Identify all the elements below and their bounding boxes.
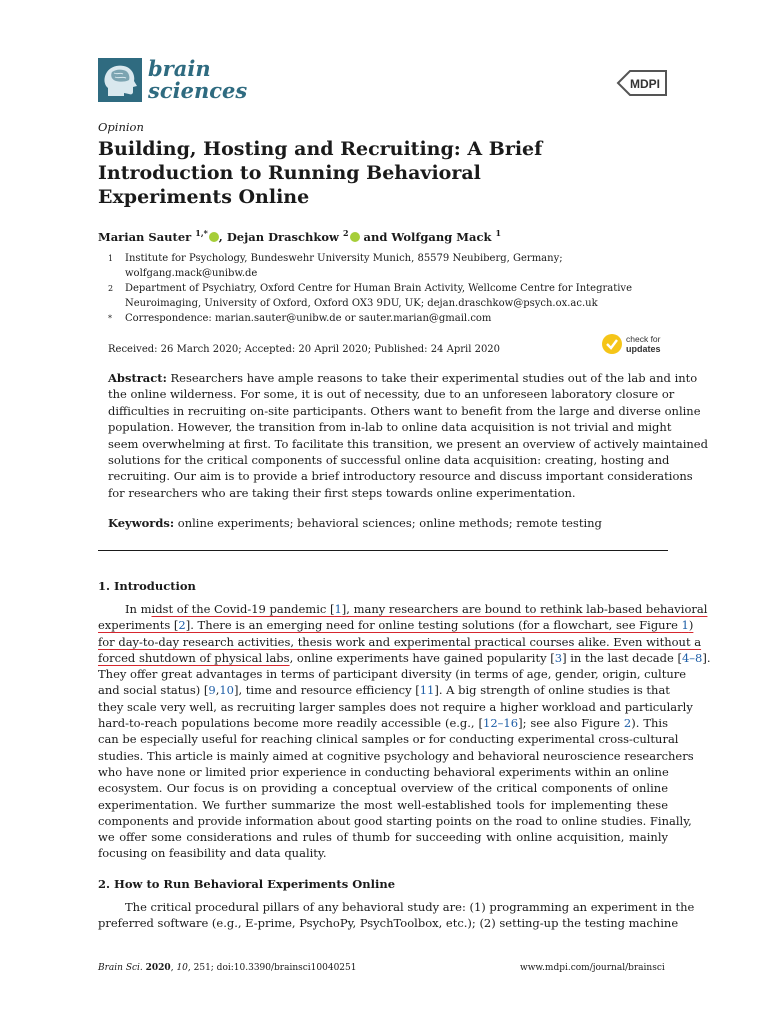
abstract-text: solutions for the critical components of successful online data acquisition: creating, hosting and <box>108 453 670 468</box>
body-text: experimentation. We further summarize the most well-established tools for implementing these <box>98 797 668 812</box>
body-text: The critical procedural pillars of any behavioral study are: (1) programming an experiment in the <box>125 900 695 914</box>
abstract-text: the online wilderness. For some, it is out of necessity, due to an unforeseen laboratory closure or <box>108 387 675 402</box>
body-text: In m <box>125 602 152 616</box>
body-line <box>98 731 679 747</box>
keywords-label: Keywords: <box>108 516 175 530</box>
citation-link[interactable]: 12–16 <box>483 716 519 731</box>
abstract-text: population. However, the transition from in-lab to online data acquisition is not trivial and might <box>108 420 672 435</box>
body-line <box>98 797 668 813</box>
abstract-text: for researchers who are taking their first steps towards online experimentation. <box>108 485 576 500</box>
affiliation-item <box>108 251 668 281</box>
citation-link[interactable]: 2 <box>623 716 632 731</box>
citation-link[interactable]: 3 <box>554 650 563 665</box>
author-name[interactable]: Wolfgang Mack <box>391 229 492 244</box>
check-line1: check for <box>626 334 661 344</box>
body-text: preferred software (e.g., E-prime, PsychoPy, PsychToolbox, etc.); (2) setting-up the testing machine <box>98 916 679 931</box>
affiliation-text: Department of Psychiatry, Oxford Centre for Human Brain Activity, Wellcome Centre for Integrative Neuroimaging, University of Oxford, Oxford OX3 9DU, UK; dejan.draschkow@psych.ox.ac.uk <box>125 283 632 309</box>
body-text: ]. There is an emerging need for online testing solutions (for a flowchart, see Figure <box>185 618 682 633</box>
author-separator: and <box>359 229 392 244</box>
body-text: ). This <box>631 716 668 731</box>
journal-name <box>148 58 247 102</box>
author-separator: , <box>218 229 227 244</box>
body-text: ] in the last decade [ <box>562 650 682 665</box>
body-text: components and provide information about good starting points on the road to online studies. Finally, <box>98 813 692 828</box>
section2-body <box>98 899 695 932</box>
body-text: ], time and resource efficiency [ <box>233 683 420 698</box>
body-text: ]; see also Figure <box>518 716 624 731</box>
body-line <box>98 699 693 715</box>
body-line <box>98 915 679 931</box>
body-text: ) <box>688 618 694 633</box>
citation-link[interactable]: 9 <box>208 683 216 698</box>
abstract-line <box>108 436 708 452</box>
affiliation-item <box>108 281 668 311</box>
footer-volume: 10 <box>176 963 188 973</box>
introduction-body <box>98 601 711 862</box>
body-text: ]. <box>702 650 711 665</box>
mdpi-logo-icon <box>614 68 670 98</box>
body-text: for day-to-day research activities, thesis work and experimental practical courses alike. Even without a <box>98 634 702 649</box>
body-text: forced shutdown of physical labs <box>98 650 290 665</box>
body-text: they scale very well, as recruiting larger samples does not require a higher workload and particularly <box>98 699 693 714</box>
body-line <box>98 601 708 617</box>
body-text: studies. This article is mainly aimed at cognitive psychology and behavioral neuroscience researchers <box>98 748 694 763</box>
abstract-label: Abstract: <box>108 371 167 385</box>
author-name[interactable]: Dejan Draschkow <box>226 229 339 244</box>
abstract-text: difficulties in recruiting on-site participants. Others want to benefit from the large and diverse online <box>108 403 701 418</box>
abstract-line <box>108 419 672 435</box>
body-line <box>98 764 668 780</box>
citation-footer: Brain Sci. 2020, 10, 251; doi:10.3390/brainsci10040251 <box>98 963 357 973</box>
citation-link[interactable]: 1 <box>681 618 689 633</box>
body-line <box>98 845 668 861</box>
abstract-line <box>108 403 701 419</box>
abstract-line <box>108 485 668 501</box>
body-text: ecosystem. Our focus is on providing a conceptual overview of the critical components of online <box>98 781 668 796</box>
citation-link[interactable]: 10 <box>219 683 234 698</box>
affiliation-mark: * <box>108 314 112 323</box>
affiliation-mark: 1 <box>108 254 114 263</box>
body-line <box>98 829 668 845</box>
check-for-updates-icon[interactable] <box>602 332 672 356</box>
body-line <box>98 813 692 829</box>
abstract-text: Researchers have ample reasons to take their experimental studies out of the lab and into <box>166 371 698 385</box>
section-heading-introduction: 1. Introduction <box>98 579 196 593</box>
body-text: They offer great advantages in terms of participant diversity (in terms of age, gender, origin, culture <box>98 667 687 682</box>
journal-name-line1: brain <box>148 56 211 81</box>
title-line: Experiments Online <box>98 186 310 208</box>
article-title <box>98 137 618 209</box>
body-text: experiments [ <box>98 618 179 633</box>
affiliation-mark: 2 <box>108 284 114 293</box>
journal-url[interactable]: www.mdpi.com/journal/brainsci <box>520 963 665 973</box>
mdpi-logo-text: MDPI <box>630 77 660 91</box>
author-affiliation-mark: 1,* <box>195 228 208 238</box>
check-line2: updates <box>626 344 661 354</box>
citation-link[interactable]: 2 <box>178 618 186 633</box>
section-heading-how-to-run: 2. How to Run Behavioral Experiments Online <box>98 877 396 891</box>
body-line <box>98 617 694 633</box>
body-line <box>98 748 694 764</box>
abstract <box>108 370 708 501</box>
body-line <box>98 682 668 698</box>
body-line <box>98 715 668 731</box>
author-name[interactable]: Marian Sauter <box>98 229 192 244</box>
body-text: hard-to-reach populations become more readily accessible (e.g., [ <box>98 716 484 731</box>
body-text: can be especially useful for reaching clinical samples or for conducting experimental cross-cultural <box>98 732 679 747</box>
footer-journal: Brain Sci. <box>98 963 143 973</box>
body-text: we offer some considerations and rules of thumb for succeeding with online acquisition, mainly <box>98 830 668 845</box>
body-text: ]. A big strength of online studies is that <box>434 683 670 698</box>
abstract-line <box>108 452 668 468</box>
abstract-line <box>108 370 698 386</box>
section-divider <box>98 550 668 551</box>
affiliation-item <box>108 311 668 326</box>
author-list <box>98 228 501 244</box>
abstract-line <box>108 468 693 484</box>
author-affiliation-mark: 1 <box>495 228 502 238</box>
body-text: focusing on feasibility and data quality. <box>98 846 327 861</box>
journal-name-line2: sciences <box>148 78 248 103</box>
body-text: ], many researchers are bound to rethink lab-based behavioral <box>341 602 708 616</box>
body-line <box>98 780 668 796</box>
keywords-text: online experiments; behavioral sciences; online methods; remote testing <box>174 516 602 530</box>
body-text: idst of the Covid-19 pandemic [ <box>151 602 335 616</box>
citation-link[interactable]: 1 <box>334 602 342 616</box>
orcid-icon[interactable] <box>209 232 219 242</box>
footer-doi: , 251; doi:10.3390/brainsci10040251 <box>187 963 357 973</box>
affiliation-text: Institute for Psychology, Bundeswehr University Munich, 85579 Neubiberg, Germany; wolfgang.mack@unibw.de <box>125 253 563 279</box>
body-text: , online experiments have gained popularity [ <box>289 650 555 665</box>
body-text: , <box>215 683 220 698</box>
body-line <box>98 899 695 915</box>
abstract-text: seem overwhelming at first. To facilitate this transition, we present an overview of actively maintained <box>108 436 708 451</box>
footer-year: 2020 <box>145 963 171 973</box>
article-type: Opinion <box>98 120 144 134</box>
author-affiliation-mark: 2 <box>342 228 349 238</box>
citation-link[interactable]: 11 <box>419 683 435 698</box>
affiliation-text: Correspondence: marian.sauter@unibw.de or sauter.marian@gmail.com <box>125 313 492 324</box>
body-line <box>98 666 687 682</box>
keywords <box>108 516 602 530</box>
orcid-icon[interactable] <box>350 232 360 242</box>
body-text: who have none or limited prior experience in conducting behavioral experiments within an online <box>98 764 669 779</box>
body-line <box>98 634 702 650</box>
body-text: and social status) [ <box>98 683 209 698</box>
publication-dates: Received: 26 March 2020; Accepted: 20 April 2020; Published: 24 April 2020 <box>108 344 501 355</box>
abstract-line <box>108 386 675 402</box>
body-line <box>98 650 711 666</box>
title-line: Introduction to Running Behavioral <box>98 162 481 184</box>
brain-head-logo-icon <box>98 58 142 102</box>
citation-link[interactable]: 4–8 <box>681 650 703 665</box>
title-line: Building, Hosting and Recruiting: A Brief <box>98 138 543 160</box>
abstract-text: recruiting. Our aim is to provide a brief introductory resource and discuss important considerations <box>108 469 693 484</box>
